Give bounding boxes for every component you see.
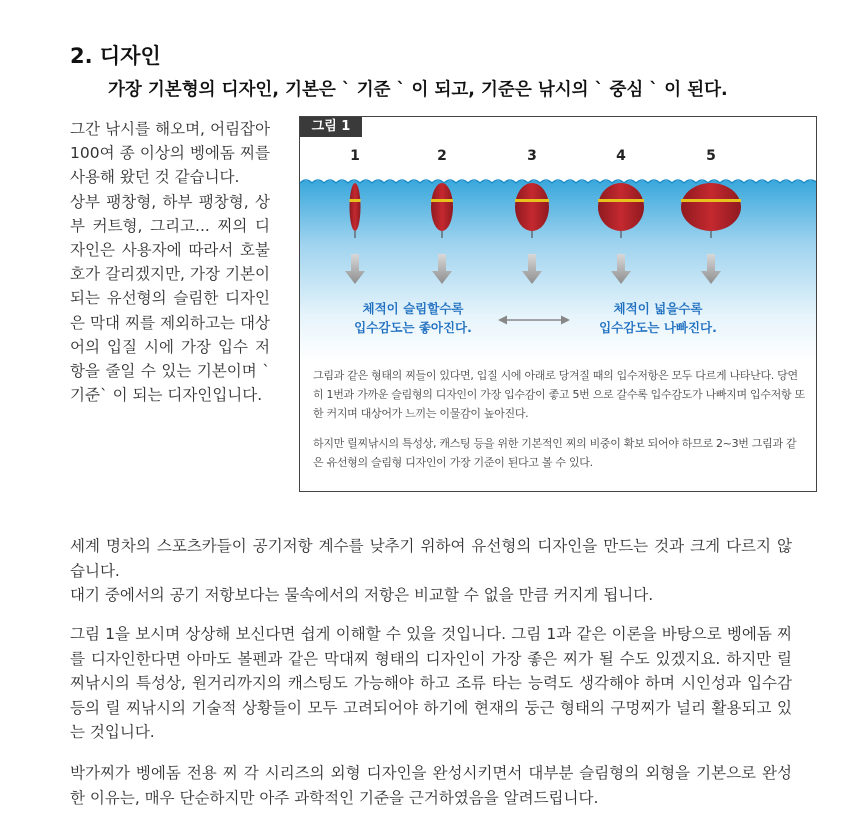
- caption-slim-line2: 입수감도는 좋아진다.: [354, 320, 472, 335]
- body-line: 세계 명차의 스포츠카들이 공기저항 계수를 낮추기 위하여 유선형의 디자인을 만드는 것과 크게 다르지 않습니다.: [70, 537, 792, 580]
- float-number-2: 2: [437, 148, 447, 164]
- section-subtitle: 가장 기본형의 디자인, 기본은 ` 기준 ` 이 되고, 기준은 낚시의 ` 중심 ` 이 된다.: [108, 80, 728, 100]
- float-number-1: 1: [350, 148, 360, 164]
- section-title: 2. 디자인: [70, 44, 161, 68]
- float-number-5: 5: [706, 148, 716, 164]
- figure-tag: 그림 1: [300, 117, 362, 137]
- figure-paragraph: 하지만 릴찌낚시의 특성상, 캐스팅 등을 위한 기본적인 찌의 비중이 확보 되어야 하므로 2~3번 그림과 같은 유선형의 슬림형 디자인이 가장 기준이 된다고 볼 수 있다.: [313, 437, 797, 469]
- body-paragraph-1: [70, 534, 792, 608]
- body-paragraph-2: [70, 622, 792, 745]
- figure-paragraph: 그림과 같은 형태의 찌들이 있다면, 입질 시에 아래로 당겨질 때의 입수저항은 모두 다르게 나타난다. 당연히 1번과 가까운 슬림형의 디자인이 가장 입수감이 좋고 5번 으로 갈수록 입수감도가 나빠지며 입수저항 또한 커지며 대상어가 느끼는 이물감이 높아진다.: [313, 369, 805, 420]
- figure-1: [299, 116, 817, 492]
- figure-text-1: [313, 366, 805, 423]
- intro-column: [70, 117, 270, 407]
- body-paragraph-3: [70, 761, 792, 810]
- caption-slim-line1: 체적이 슬림할수록: [362, 301, 464, 316]
- figure-text-2: [313, 434, 805, 472]
- intro-paragraph: 상부 팽창형, 하부 팽창형, 상부 커트형, 그리고... 찌의 디자인은 사용자에 따라서 호불호가 갈리겠지만, 가장 기본이 되는 유선형의 슬림한 디자인은 막대 찌를 제외하고는 대상어의 입질 시에 가장 입수 저항을 줄일 수 있는 기본이며 `기준` 이 되는 디자인입니다.: [70, 192, 270, 405]
- caption-wide-line1: 체적이 넓을수록: [613, 301, 703, 316]
- caption-wide-line2: 입수감도는 나빠진다.: [599, 320, 717, 335]
- body-line: 그림 1을 보시며 상상해 보신다면 쉽게 이해할 수 있을 것입니다. 그림 1과 같은 이론을 바탕으로 벵에돔 찌를 디자인한다면 아마도 볼펜과 같은 막대찌 형태의 디자인이 가장 좋은 찌가 될 수도 있겠지요. 하지만 릴 찌낚시의 특성상, 원거리까지의 캐스팅도 가능해야 하고 조류 타는 능력도 생각해야 하며 시인성과 입수감 등의 릴 찌낚시의 기술적 상황들이 모두 고려되어야 하기에 현재의 둥근 형태의 구멍찌가 널리 활용되고 있는 것입니다.: [70, 625, 792, 741]
- body-line: 대기 중에서의 공기 저항보다는 물속에서의 저항은 비교할 수 없을 만큼 커지게 됩니다.: [70, 586, 654, 604]
- float-number-3: 3: [527, 148, 537, 164]
- float-number-4: 4: [616, 148, 626, 164]
- body-line: 박가찌가 벵에돔 전용 찌 각 시리즈의 외형 디자인을 완성시키면서 대부분 슬림형의 외형을 기본으로 완성한 이유는, 매우 단순하지만 아주 과학적인 기준을 근거하였음을 알려드립니다.: [70, 764, 792, 807]
- intro-paragraph: 그간 낚시를 해오며, 어림잡아 100여 종 이상의 벵에돔 찌를 사용해 왔던 것 같습니다.: [70, 120, 270, 187]
